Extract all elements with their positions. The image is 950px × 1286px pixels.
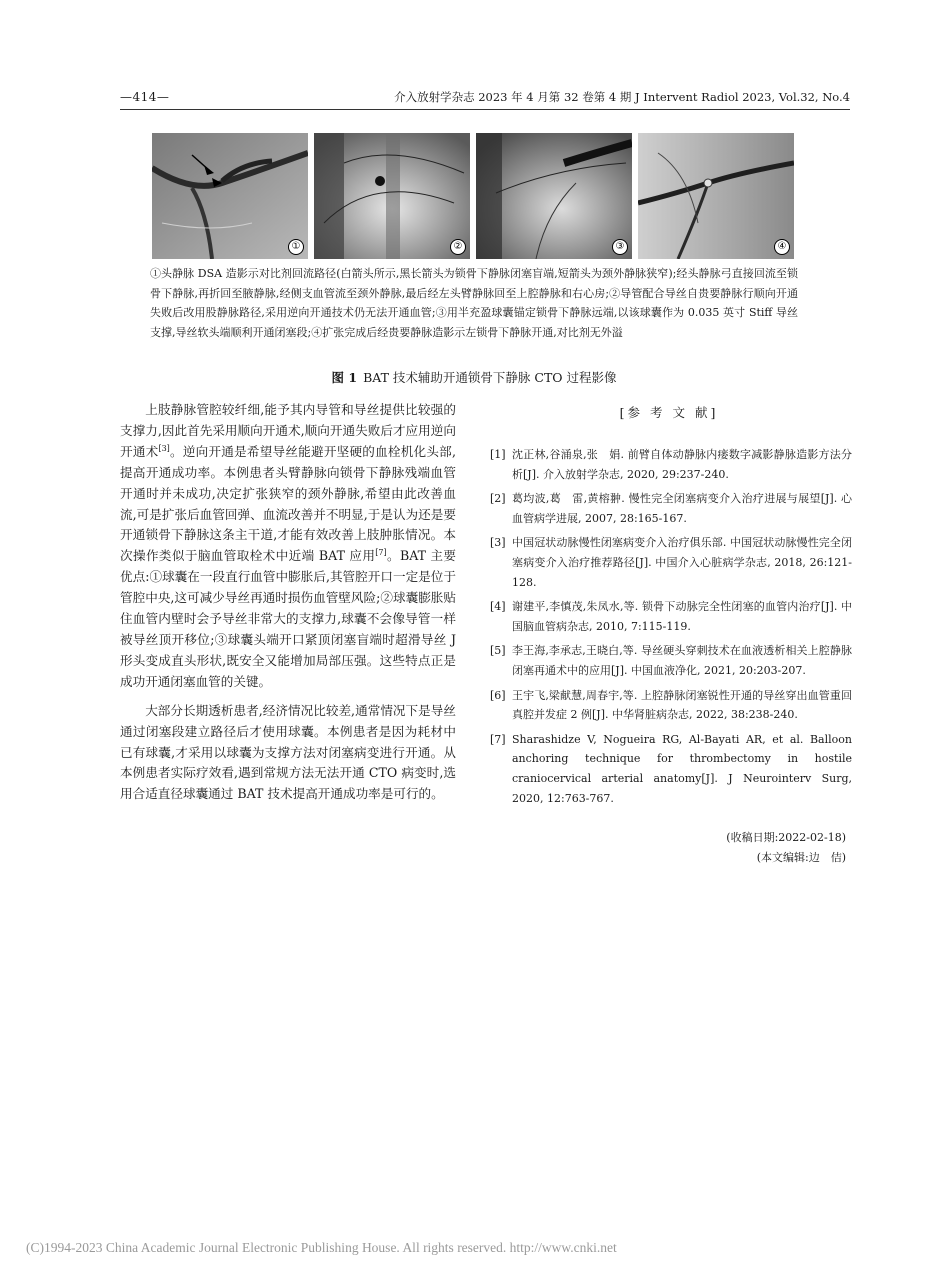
- reference-text: 谢建平,李慎茂,朱凤水,等. 锁骨下动脉完全性闭塞的血管内治疗[J]. 中国脑血管病杂志, 2010, 7:115-119.: [512, 600, 852, 633]
- reference-text: 葛均波,葛 雷,黄榕翀. 慢性完全闭塞病变介入治疗进展与展望[J]. 心血管病学进展, 2007, 28:165-167.: [512, 492, 852, 525]
- panel-number-3: ③: [612, 239, 628, 255]
- editor-note: (本文编辑:边 佶): [756, 851, 846, 864]
- angiogram-image-3: [476, 133, 632, 259]
- reference-number: [6]: [490, 688, 506, 702]
- citation-ref-3[interactable]: [3]: [158, 443, 170, 453]
- figure-panel-2: [314, 133, 470, 259]
- received-date: (收稿日期:2022-02-18): [726, 831, 846, 844]
- reference-text: 沈正林,谷涌泉,张 娟. 前臂自体动静脉内瘘数字减影静脉造影方法分析[J]. 介入放射学杂志, 2020, 29:237-240.: [512, 448, 852, 481]
- panel-number-1: ①: [288, 239, 304, 255]
- figure-panel-3: [476, 133, 632, 259]
- angiogram-image-4: [638, 133, 794, 259]
- reference-item: [490, 597, 852, 636]
- reference-item: [490, 533, 852, 592]
- reference-item: [490, 489, 852, 528]
- page-number: —414—: [120, 90, 170, 104]
- reference-number: [2]: [490, 492, 506, 506]
- reference-number: [5]: [490, 644, 506, 658]
- angiogram-image-2: [314, 133, 470, 259]
- figure-caption: ①头静脉 DSA 造影示对比剂回流路径(白箭头所示,黑长箭头为锁骨下静脉闭塞盲端,短箭头为颈外静脉狭窄);经头静脉弓直接回流至锁骨下静脉,再折回至腋静脉,经侧支血管流至颈外静脉,最后经左头臂静脉回至上腔静脉和右心房;②导管配合导丝自贵要静脉行顺向开通失败后改用股静脉路径,采用逆向开通技术仍无法开通血管;③用半充盈球囊锚定锁骨下静脉远端,以该球囊作为 0.035 英寸 Stiff 导丝支撑,导丝软头端顺利开通闭塞段;④扩张完成后经贵要静脉造影示左锁骨下静脉开通,对比剂无外溢: [150, 267, 798, 339]
- figure-label: 图 1: [331, 370, 358, 385]
- body-text-column: [120, 400, 456, 813]
- panel-number-4: ④: [774, 239, 790, 255]
- reference-number: [4]: [490, 600, 506, 614]
- reference-item: [490, 445, 852, 484]
- journal-header: 介入放射学杂志 2023 年 4 月第 32 卷第 4 期 J Intervent Radiol 2023, Vol.32, No.4: [394, 90, 850, 104]
- figure-title: [150, 368, 798, 386]
- reference-number: [1]: [490, 448, 506, 461]
- reference-item: [490, 641, 852, 680]
- citation-ref-7[interactable]: [7]: [375, 548, 387, 558]
- header-rule: [120, 109, 850, 110]
- figure-title-text: BAT 技术辅助开通锁骨下静脉 CTO 过程影像: [363, 370, 617, 385]
- figure-panel-4: [638, 133, 794, 259]
- reference-item: [490, 686, 852, 725]
- reference-text: 王宇飞,梁献慧,周春宇,等. 上腔静脉闭塞锐性开通的导丝穿出血管重回真腔并发症 2 例[J]. 中华肾脏病杂志, 2022, 38:238-240.: [512, 688, 852, 722]
- figure-panel-1: [152, 133, 308, 259]
- reference-item: [490, 730, 852, 808]
- references-heading: [参 考 文 献]: [619, 405, 719, 420]
- reference-number: [3]: [490, 536, 506, 550]
- copyright-footer: (C)1994-2023 China Academic Journal Electronic Publishing House. All rights reserved. http://www.cnki.net: [26, 1240, 617, 1255]
- reference-text: 李王海,李承志,王晓白,等. 导丝硬头穿刺技术在血液透析相关上腔静脉闭塞再通术中的应用[J]. 中国血液净化, 2021, 20:203-207.: [512, 644, 852, 677]
- reference-list: [490, 445, 852, 813]
- angiogram-image-1: [152, 133, 308, 259]
- body-paragraph-1: [120, 400, 456, 693]
- reference-text: 中国冠状动脉慢性闭塞病变介入治疗俱乐部. 中国冠状动脉慢性完全闭塞病变介入治疗推荐路径[J]. 中国介入心脏病学杂志, 2018, 26:121-128.: [512, 536, 852, 589]
- reference-text: Sharashidze V, Nogueira RG, Al-Bayati AR, et al. Balloon anchoring technique for thrombectomy in hostile craniocervical arterial anatomy[J]. J Neurointerv Surg, 2020, 12:763-767.: [512, 732, 852, 805]
- body-text-segment: 。逆向开通是希望导丝能避开坚硬的血栓机化头部,提高开通成功率。本例患者头臂静脉向锁骨下静脉残端血管开通时并未成功,决定扩张狭窄的颈外静脉,希望由此改善血流,可是扩张后血管回弹、血流改善并不明显,于是认为还是要开通锁骨下静脉这条主干道,才能有效改善上肢肿胀情况。本次操作类似于脑血管取栓术中近端 BAT 应用: [120, 443, 456, 564]
- article-meta: [490, 828, 846, 868]
- body-text-segment: 上肢静脉管腔较纤细,能予其内导管和导丝提供比较强的支撑力,因此首先采用顺向开通术,顺向开通失败后才应用逆向开通术: [120, 402, 456, 459]
- body-text-segment: 。BAT 主要优点:①球囊在一段直行血管中膨胀后,其管腔开口一定是位于管腔中央,这可减少导丝再通时损伤血管壁风险;②球囊膨胀贴住血管内壁时会予导丝非常大的支撑力,球囊不会像导管一样被导丝顶开移位;③球囊头端开口紧顶闭塞盲端时超滑导丝 J 形头变成直头形状,既安全又能增加局部压强。这些特点正是成功开通闭塞血管的关键。: [120, 548, 456, 689]
- body-paragraph-2: 大部分长期透析患者,经济情况比较差,通常情况下是导丝通过闭塞段建立路径后才使用球囊。本例患者是因为耗材中已有球囊,才采用以球囊为支撑方法对闭塞病变进行开通。从本例患者实际疗效看,遇到常规方法无法开通 CTO 病变时,选用合适直径球囊通过 BAT 技术提高开通成功率是可行的。: [120, 702, 456, 802]
- reference-number: [7]: [490, 732, 506, 746]
- panel-number-2: ②: [450, 239, 466, 255]
